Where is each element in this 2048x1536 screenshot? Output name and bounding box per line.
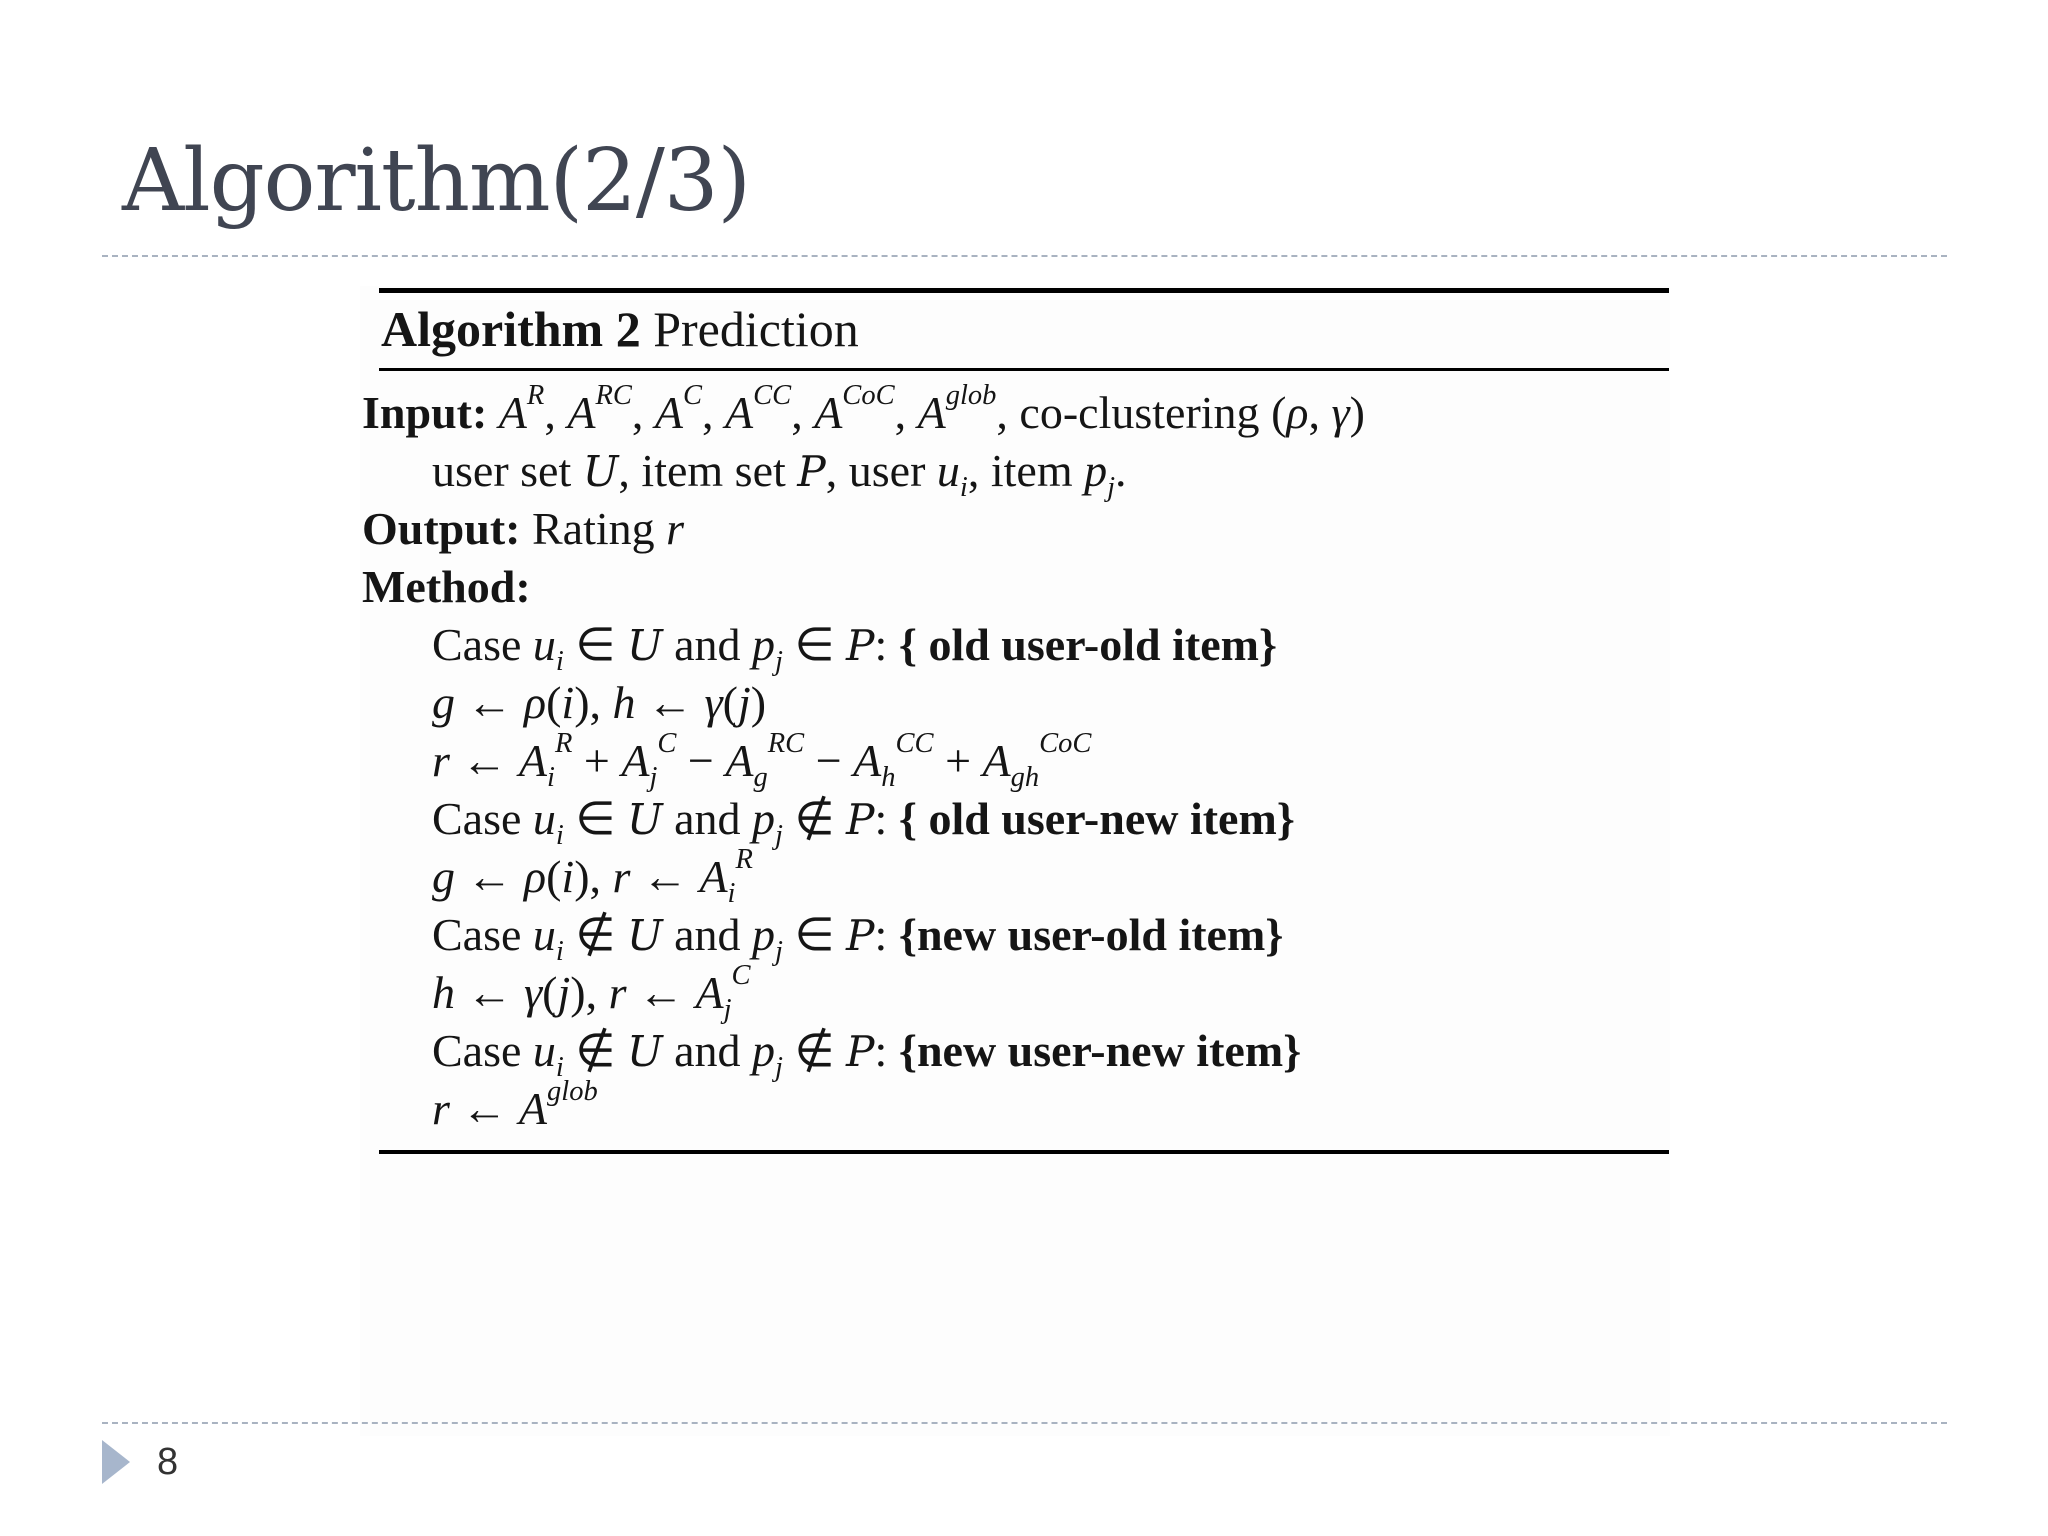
algorithm-label: Algorithm 2	[381, 301, 641, 357]
case-line: Case $u_i$ ∉ U and $p_j$ ∉ P: {new user-new item}	[432, 1025, 1302, 1083]
output-label: Output:	[362, 503, 521, 554]
case-label: {new user-old item}	[898, 909, 1284, 960]
algorithm-box	[360, 286, 1670, 1436]
algorithm-top-rule	[379, 288, 1669, 293]
output-line: Output: Rating r	[362, 503, 685, 554]
method-label: Method:	[362, 561, 531, 612]
algorithm-header-rule	[379, 368, 1669, 371]
input-line: Input: $A^R$, $A^{RC}$, $A^C$, $A^{CC}$, $A^{CoC}$, $A^{glob}$, co-clustering (ρ, γ)	[362, 379, 1365, 438]
input-sets-line: user set U, item set P, user $u_i$, item $p_j$.	[432, 445, 1127, 503]
case-line: Case $u_i$ ∉ U and $p_j$ ∈ P: {new user-old item}	[432, 909, 1284, 967]
formula-line: r ← $A_i^R + A_j^C - A_g^{RC} - A_h^{CC} + A_{gh}^{CoC}$	[432, 727, 1092, 793]
case-label: { old user-new item}	[898, 793, 1295, 844]
formula-line: h ← γ(j), r ← $A_j^C$	[432, 959, 751, 1025]
case-label: {new user-new item}	[898, 1025, 1302, 1076]
algorithm-bottom-rule	[379, 1150, 1669, 1154]
triangle-bullet-icon	[102, 1440, 130, 1484]
formula-line: g ← ρ(i), h ← γ(j)	[432, 677, 767, 728]
title-divider	[102, 255, 1947, 257]
case-label: { old user-old item}	[898, 619, 1278, 670]
page-number: 8	[157, 1441, 179, 1483]
algorithm-header	[381, 300, 859, 358]
slide-title: Algorithm(2/3)	[122, 131, 751, 231]
case-line: Case $u_i$ ∈ U and $p_j$ ∈ P: { old user-old item}	[432, 619, 1278, 677]
formula-line: g ← ρ(i), r ← $A_i^R$	[432, 843, 753, 909]
co-clustering-text: co-clustering	[1019, 387, 1260, 438]
algorithm-name: Prediction	[653, 301, 859, 357]
input-label: Input:	[362, 387, 488, 438]
footer-divider	[102, 1422, 1947, 1424]
formula-line: r ← $A^{glob}$	[432, 1075, 598, 1134]
case-line: Case $u_i$ ∈ U and $p_j$ ∉ P: { old user-new item}	[432, 793, 1295, 851]
